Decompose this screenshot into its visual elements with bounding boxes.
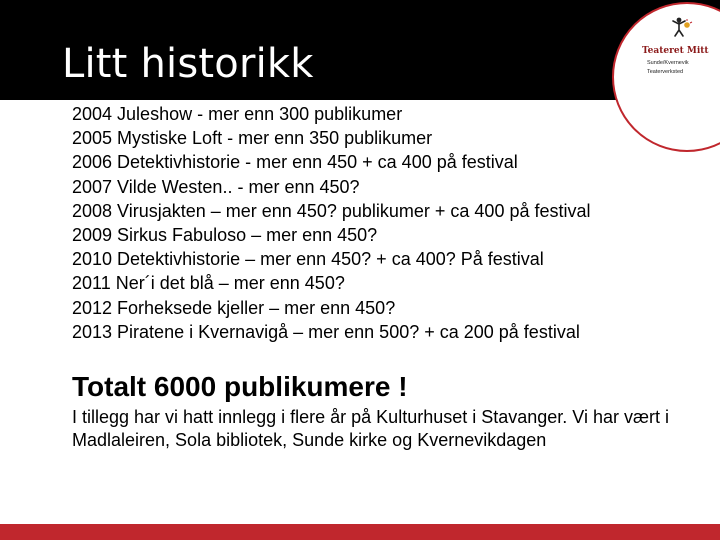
history-item: 2010 Detektivhistorie – mer enn 450? + ca 400? På festival — [72, 249, 544, 270]
logo-badge — [612, 2, 720, 152]
actor-figure-icon — [670, 16, 694, 38]
logo — [612, 2, 720, 100]
history-item: 2008 Virusjakten – mer enn 450? publikumer + ca 400 på festival — [72, 200, 591, 221]
history-item: 2009 Sirkus Fabuloso – mer enn 450? — [72, 225, 378, 246]
history-item: 2004 Juleshow - mer enn 300 publikumer — [72, 104, 403, 124]
extra-paragraph: I tillegg har vi hatt innlegg i flere år på Kulturhuset i Stavanger. Vi har vært i Madlaleiren, Sola bibliotek, Sunde kirke og Kvernevikdagen — [72, 407, 669, 450]
history-item: 2013 Piratene i Kvernavigå – mer enn 500? + ca 200 på festival — [72, 321, 580, 342]
history-item: 2012 Forheksede kjeller – mer enn 450? — [72, 297, 396, 318]
logo-name: Teateret Mitt — [642, 46, 709, 56]
history-item: 2006 Detektivhistorie - mer enn 450 + ca 400 på festival — [72, 152, 518, 173]
history-item: 2005 Mystiske Loft - mer enn 350 publikumer — [72, 128, 433, 149]
slide-title: Litt historikk — [62, 41, 314, 87]
total-heading: Totalt 6000 publikumere ! — [72, 371, 408, 402]
logo-subtitle-1: Sunde/Kvernevik — [647, 60, 689, 66]
history-item: 2011 Ner´i det blå – mer enn 450? — [72, 273, 345, 294]
logo-subtitle-2: Teaterverksted — [647, 69, 684, 75]
bottom-accent-bar — [0, 524, 720, 540]
history-list — [72, 102, 591, 344]
history-item: 2007 Vilde Westen.. - mer enn 450? — [72, 176, 360, 197]
